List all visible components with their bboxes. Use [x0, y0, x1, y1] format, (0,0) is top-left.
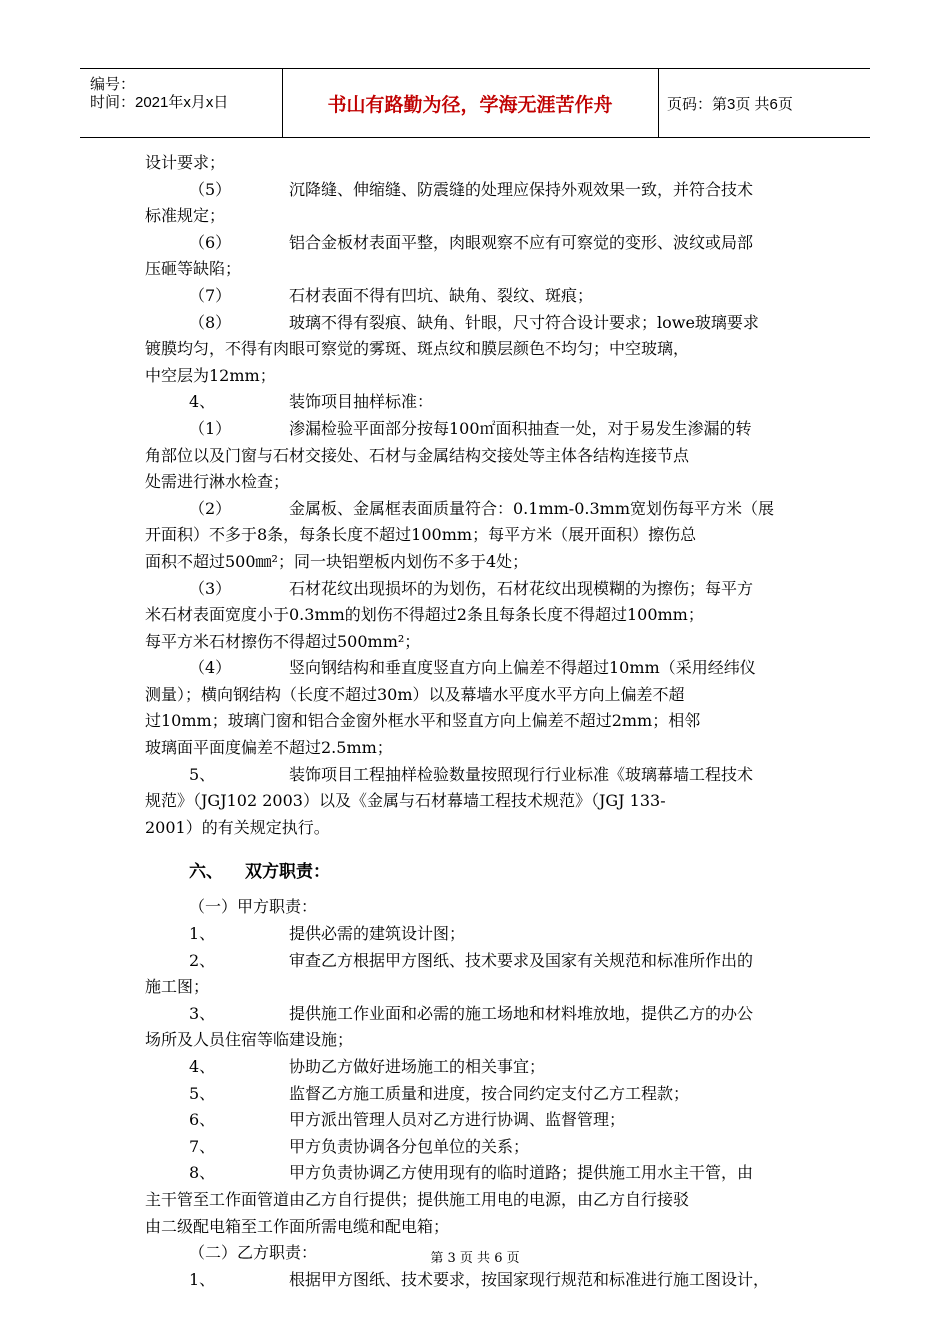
text-line [145, 735, 810, 762]
item-number: （8） [189, 312, 232, 332]
text-line [145, 389, 810, 416]
line-text: 玻璃面平面度偏差不超过2.5mm； [145, 738, 393, 758]
text-line [145, 655, 810, 682]
text-line [145, 1107, 810, 1134]
page-footer: 第 3 页 共 6 页 [430, 1251, 520, 1266]
line-text: 渗漏检验平面部分按每100㎡面积抽查一处，对于易发生渗漏的转 [289, 418, 752, 438]
text-line [145, 336, 810, 363]
line-text: 铝合金板材表面平整，肉眼观察不应有可察觉的变形、波纹或局部 [289, 232, 754, 252]
line-text: 装饰项目抽样标准： [289, 392, 434, 412]
item-number: 5、 [189, 1083, 216, 1103]
text-line [145, 496, 810, 523]
line-text: 主干管至工作面管道由乙方自行提供；提供施工用电的电源，由乙方自行接驳 [145, 1189, 690, 1209]
section-title: 双方职责： [245, 862, 330, 883]
line-text: 竖向钢结构和垂直度竖直方向上偏差不得超过10mm（采用经纬仪 [289, 658, 756, 678]
item-number: （7） [189, 285, 232, 305]
text-line [145, 1134, 810, 1161]
line-text: 甲方派出管理人员对乙方进行协调、监督管理； [289, 1110, 626, 1130]
item-number: 5、 [189, 764, 216, 784]
item-number: 2、 [189, 950, 216, 970]
text-line [145, 1027, 810, 1054]
text-line [145, 629, 810, 656]
text-line [145, 682, 810, 709]
line-text: 玻璃不得有裂痕、缺角、针眼，尺寸符合设计要求；lowe玻璃要求 [289, 312, 759, 332]
line-text: 2001）的有关规定执行。 [145, 817, 330, 837]
line-text: 沉降缝、伸缩缝、防震缝的处理应保持外观效果一致，并符合技术 [289, 179, 754, 199]
item-number: 3、 [189, 1003, 216, 1023]
item-number: （1） [189, 418, 232, 438]
text-line [145, 1267, 810, 1294]
item-number: 1、 [189, 1269, 216, 1289]
line-text: 根据甲方图纸、技术要求，按国家现行规范和标准进行施工图设计， [289, 1269, 770, 1289]
line-text: 压砸等缺陷； [145, 259, 242, 279]
line-text: 过10mm；玻璃门窗和铝合金窗外框水平和竖直方向上偏差不超过2mm；相邻 [145, 711, 701, 731]
text-line [145, 894, 810, 921]
header-meta [80, 69, 283, 137]
text-line [145, 443, 810, 470]
text-line [145, 310, 810, 337]
text-line [145, 1081, 810, 1108]
page-header [80, 68, 870, 138]
line-text: 审查乙方根据甲方图纸、技术要求及国家有关规范和标准所作出的 [289, 950, 754, 970]
text-line [145, 522, 810, 549]
line-text: 规范》（JGJ102 2003）以及《金属与石材幕墙工程技术规范》（JGJ 133- [145, 791, 666, 811]
line-text: 中空层为12mm； [145, 365, 276, 385]
item-number: （5） [189, 179, 232, 199]
line-text: 金属板、金属框表面质量符合：0.1mm-0.3mm宽划伤每平方米（展 [289, 498, 774, 518]
text-line [145, 1054, 810, 1081]
text-line [145, 788, 810, 815]
line-text: 测量）；横向钢结构（长度不超过30m）以及幕墙水平度水平方向上偏差不超 [145, 684, 685, 704]
item-number: （6） [189, 232, 232, 252]
text-line [145, 762, 810, 789]
text-line [145, 283, 810, 310]
item-number: 6、 [189, 1110, 216, 1130]
line-text: （一）甲方职责： [189, 897, 318, 917]
document-body [145, 150, 810, 1293]
item-number: 7、 [189, 1136, 216, 1156]
line-text: 开面积）不多于8条，每条长度不超过100mm；每平方米（展开面积）擦伤总 [145, 525, 697, 545]
text-line [145, 576, 810, 603]
document-date: 时间：2021年x月x日 [90, 94, 229, 111]
item-number: （3） [189, 578, 232, 598]
section-number: 六、 [189, 862, 223, 883]
line-text: 由二级配电箱至工作面所需电缆和配电箱； [145, 1216, 450, 1236]
line-text: 甲方负责协调乙方使用现有的临时道路；提供施工用水主干管，由 [289, 1163, 754, 1183]
line-text: 镀膜均匀，不得有肉眼可察觉的雾斑、斑点纹和膜层颜色不均匀；中空玻璃， [145, 339, 690, 359]
text-line [145, 602, 810, 629]
header-page-number: 页码：第3页 共6页 [667, 95, 793, 113]
line-text: 提供必需的建筑设计图； [289, 924, 466, 944]
line-text: 处需进行淋水检查； [145, 472, 290, 492]
text-line [145, 469, 810, 496]
text-line [145, 230, 810, 257]
text-line [145, 948, 810, 975]
item-number: 4、 [189, 392, 216, 412]
line-text: 甲方负责协调各分包单位的关系； [289, 1136, 530, 1156]
line-text: 提供施工作业面和必需的施工场地和材料堆放地，提供乙方的办公 [289, 1003, 754, 1023]
line-text: 角部位以及门窗与石材交接处、石材与金属结构交接处等主体各结构连接节点 [145, 445, 690, 465]
line-text: 协助乙方做好进场施工的相关事宜； [289, 1057, 546, 1076]
text-line [145, 177, 810, 204]
text-line [145, 974, 810, 1001]
line-text: 面积不超过500㎜²；同一块铝塑板内划伤不多于4处； [145, 551, 529, 571]
section-heading [145, 841, 810, 894]
line-text: （二）乙方职责： [189, 1243, 318, 1263]
text-line [145, 363, 810, 390]
text-line [145, 1214, 810, 1241]
text-line [145, 549, 810, 576]
text-line [145, 416, 810, 443]
line-text: 石材表面不得有凹坑、缺角、裂纹、斑痕； [289, 285, 594, 305]
item-number: 8、 [189, 1163, 216, 1183]
line-text: 标准规定； [145, 206, 226, 226]
line-text: 米石材表面宽度小于0.3mm的划伤不得超过2条且每条长度不得超过100mm； [145, 605, 704, 625]
line-text: 石材花纹出现损坏的为划伤，石材花纹出现模糊的为擦伤；每平方 [289, 578, 754, 598]
text-line [145, 1001, 810, 1028]
responsibilities-block [145, 894, 810, 1293]
text-line [145, 256, 810, 283]
text-line [145, 203, 810, 230]
text-line [145, 150, 810, 177]
item-number: 1、 [189, 924, 216, 944]
text-line [145, 708, 810, 735]
line-text: 监督乙方施工质量和进度，按合同约定支付乙方工程款； [289, 1083, 690, 1103]
item-number: （2） [189, 498, 232, 518]
document-number: 编号： [90, 76, 136, 93]
line-text: 场所及人员住宿等临建设施； [145, 1030, 354, 1050]
text-line [145, 921, 810, 948]
line-text: 每平方米石材擦伤不得超过500mm²； [145, 631, 421, 651]
item-number: 4、 [189, 1057, 216, 1076]
line-text: 施工图； [145, 977, 210, 997]
text-line [145, 815, 810, 842]
line-text: 装饰项目工程抽样检验数量按照现行行业标准《玻璃幕墙工程技术 [289, 764, 754, 784]
requirements-block [145, 150, 810, 841]
header-motto: 书山有路勤为径，学海无涯苦作舟 [282, 69, 659, 137]
text-line [145, 1187, 810, 1214]
text-line [145, 1160, 810, 1187]
item-number: （4） [189, 658, 232, 678]
line-text: 设计要求； [145, 153, 226, 172]
